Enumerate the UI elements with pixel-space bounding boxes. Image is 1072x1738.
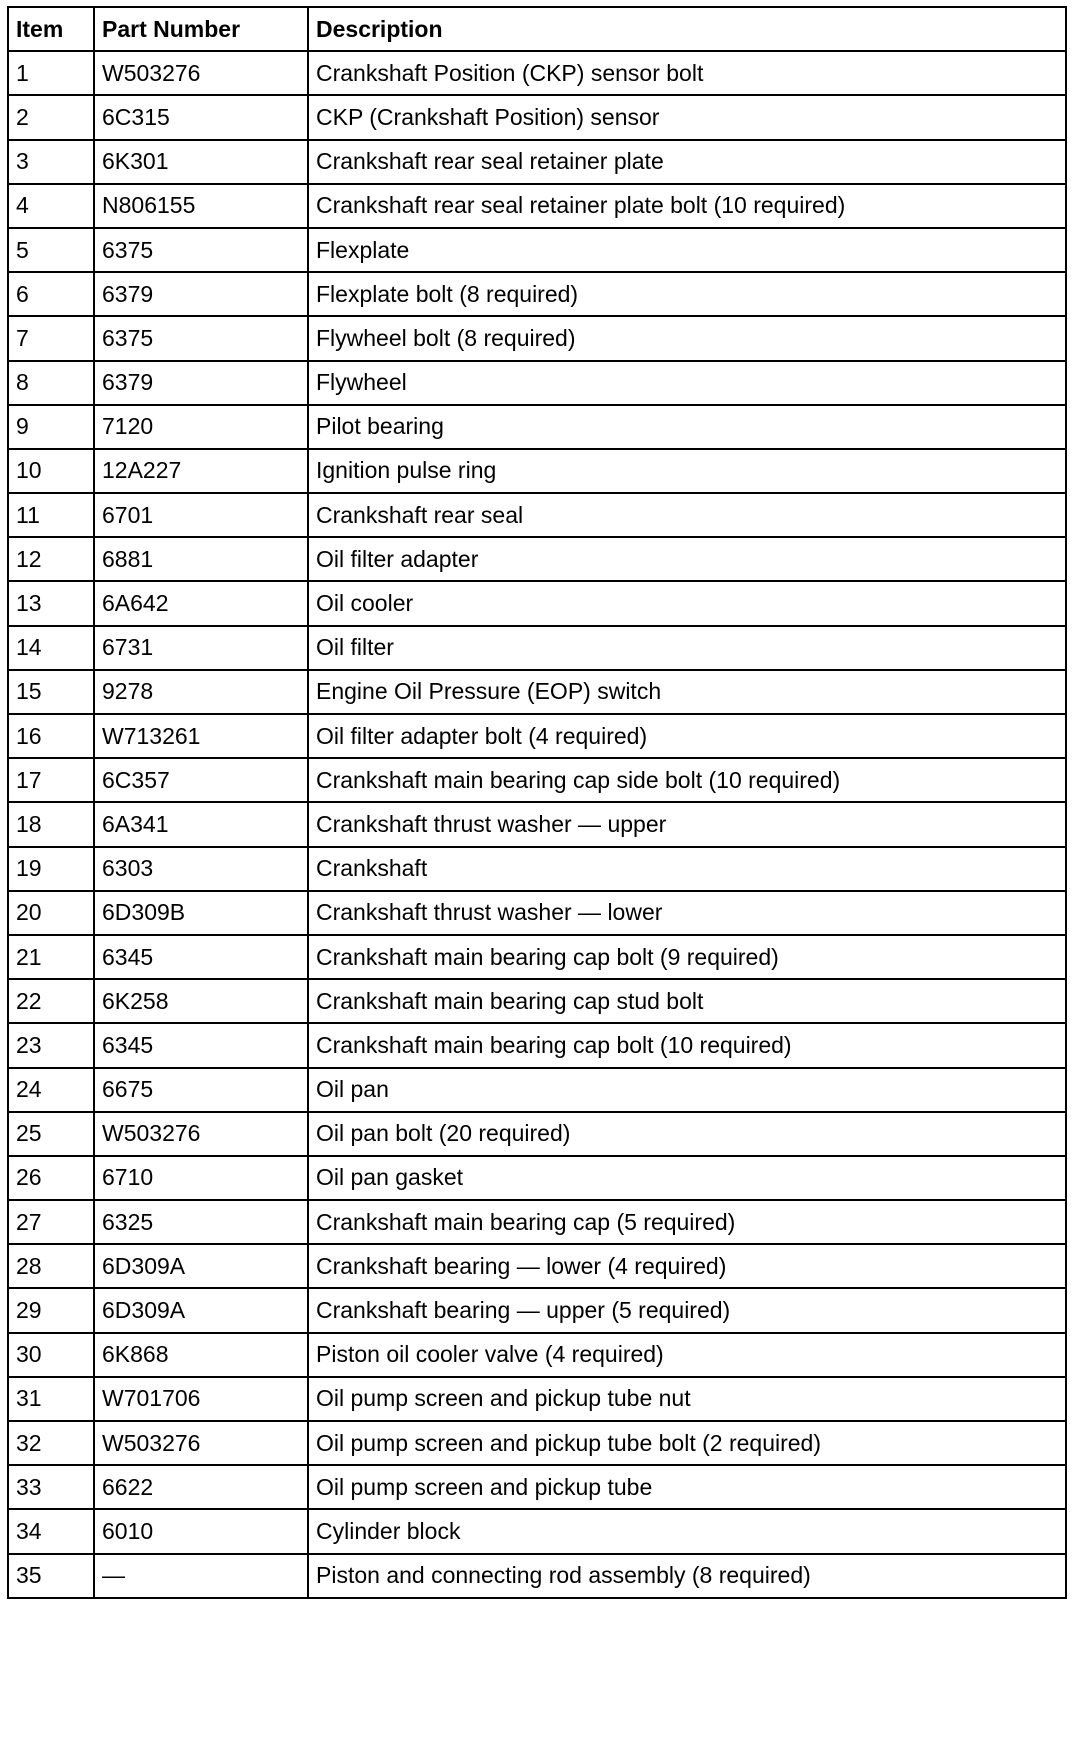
- table-row: [8, 537, 1066, 581]
- part-number-cell: W701706: [94, 1377, 308, 1421]
- part-number-cell: 6K868: [94, 1333, 308, 1377]
- item-cell: 19: [8, 847, 94, 891]
- part-number-cell: 6881: [94, 537, 308, 581]
- description-cell: Piston and connecting rod assembly (8 required): [308, 1554, 1066, 1598]
- part-number-cell: 6C315: [94, 95, 308, 139]
- item-cell: 5: [8, 228, 94, 272]
- table-row: [8, 1112, 1066, 1156]
- item-cell: 14: [8, 626, 94, 670]
- part-number-cell: 6622: [94, 1465, 308, 1509]
- table-row: [8, 51, 1066, 95]
- table-row: [8, 802, 1066, 846]
- part-number-cell: 6303: [94, 847, 308, 891]
- description-cell: Oil pan bolt (20 required): [308, 1112, 1066, 1156]
- description-cell: Crankshaft main bearing cap side bolt (10 required): [308, 758, 1066, 802]
- table-row: [8, 979, 1066, 1023]
- description-cell: Oil pan gasket: [308, 1156, 1066, 1200]
- table-row: [8, 493, 1066, 537]
- part-number-cell: 6D309A: [94, 1244, 308, 1288]
- part-number-cell: 6701: [94, 493, 308, 537]
- table-row: [8, 891, 1066, 935]
- description-cell: Crankshaft rear seal retainer plate bolt (10 required): [308, 184, 1066, 228]
- part-number-cell: 12A227: [94, 449, 308, 493]
- description-cell: Pilot bearing: [308, 405, 1066, 449]
- table-row: [8, 670, 1066, 714]
- table-row: [8, 1333, 1066, 1377]
- description-cell: Engine Oil Pressure (EOP) switch: [308, 670, 1066, 714]
- item-cell: 18: [8, 802, 94, 846]
- part-number-cell: 6731: [94, 626, 308, 670]
- table-row: [8, 184, 1066, 228]
- header-item: Item: [8, 7, 94, 51]
- description-cell: Oil filter: [308, 626, 1066, 670]
- part-number-cell: N806155: [94, 184, 308, 228]
- part-number-cell: 6D309A: [94, 1288, 308, 1332]
- table-row: [8, 361, 1066, 405]
- table-row: [8, 1509, 1066, 1553]
- item-cell: 34: [8, 1509, 94, 1553]
- item-cell: 10: [8, 449, 94, 493]
- table-row: [8, 228, 1066, 272]
- table-row: [8, 1200, 1066, 1244]
- part-number-cell: W713261: [94, 714, 308, 758]
- table-row: [8, 1421, 1066, 1465]
- description-cell: Crankshaft bearing — upper (5 required): [308, 1288, 1066, 1332]
- description-cell: Oil pump screen and pickup tube: [308, 1465, 1066, 1509]
- item-cell: 26: [8, 1156, 94, 1200]
- table-row: [8, 935, 1066, 979]
- item-cell: 22: [8, 979, 94, 1023]
- table-row: [8, 1288, 1066, 1332]
- item-cell: 21: [8, 935, 94, 979]
- part-number-cell: 6K258: [94, 979, 308, 1023]
- part-number-cell: 6675: [94, 1068, 308, 1112]
- description-cell: Ignition pulse ring: [308, 449, 1066, 493]
- header-description: Description: [308, 7, 1066, 51]
- item-cell: 31: [8, 1377, 94, 1421]
- part-number-cell: 6375: [94, 228, 308, 272]
- item-cell: 33: [8, 1465, 94, 1509]
- item-cell: 3: [8, 140, 94, 184]
- part-number-cell: 6345: [94, 935, 308, 979]
- description-cell: Oil pump screen and pickup tube bolt (2 required): [308, 1421, 1066, 1465]
- table-header: [8, 7, 1066, 51]
- description-cell: Oil cooler: [308, 581, 1066, 625]
- header-part-number: Part Number: [94, 7, 308, 51]
- item-cell: 1: [8, 51, 94, 95]
- item-cell: 4: [8, 184, 94, 228]
- item-cell: 6: [8, 272, 94, 316]
- description-cell: Crankshaft Position (CKP) sensor bolt: [308, 51, 1066, 95]
- description-cell: Flexplate: [308, 228, 1066, 272]
- description-cell: Oil filter adapter bolt (4 required): [308, 714, 1066, 758]
- table-row: [8, 1377, 1066, 1421]
- table-row: [8, 1068, 1066, 1112]
- item-cell: 2: [8, 95, 94, 139]
- table-row: [8, 316, 1066, 360]
- table-body: [8, 51, 1066, 1598]
- description-cell: Crankshaft main bearing cap bolt (10 required): [308, 1023, 1066, 1067]
- table-row: [8, 405, 1066, 449]
- part-number-cell: —: [94, 1554, 308, 1598]
- part-number-cell: 6710: [94, 1156, 308, 1200]
- table-row: [8, 1554, 1066, 1598]
- item-cell: 13: [8, 581, 94, 625]
- part-number-cell: W503276: [94, 1112, 308, 1156]
- table-row: [8, 449, 1066, 493]
- table-row: [8, 1244, 1066, 1288]
- part-number-cell: 6A341: [94, 802, 308, 846]
- part-number-cell: 9278: [94, 670, 308, 714]
- part-number-cell: 6C357: [94, 758, 308, 802]
- description-cell: Crankshaft rear seal: [308, 493, 1066, 537]
- description-cell: Piston oil cooler valve (4 required): [308, 1333, 1066, 1377]
- item-cell: 12: [8, 537, 94, 581]
- part-number-cell: 6010: [94, 1509, 308, 1553]
- table-row: [8, 626, 1066, 670]
- item-cell: 9: [8, 405, 94, 449]
- description-cell: Flywheel bolt (8 required): [308, 316, 1066, 360]
- parts-table: [7, 6, 1067, 1599]
- item-cell: 27: [8, 1200, 94, 1244]
- part-number-cell: 6375: [94, 316, 308, 360]
- item-cell: 35: [8, 1554, 94, 1598]
- table-row: [8, 847, 1066, 891]
- item-cell: 20: [8, 891, 94, 935]
- description-cell: Crankshaft: [308, 847, 1066, 891]
- item-cell: 25: [8, 1112, 94, 1156]
- description-cell: Crankshaft thrust washer — lower: [308, 891, 1066, 935]
- table-row: [8, 95, 1066, 139]
- description-cell: CKP (Crankshaft Position) sensor: [308, 95, 1066, 139]
- description-cell: Cylinder block: [308, 1509, 1066, 1553]
- table-row: [8, 140, 1066, 184]
- table-row: [8, 272, 1066, 316]
- part-number-cell: 7120: [94, 405, 308, 449]
- table-row: [8, 581, 1066, 625]
- description-cell: Crankshaft rear seal retainer plate: [308, 140, 1066, 184]
- table-row: [8, 714, 1066, 758]
- description-cell: Oil pan: [308, 1068, 1066, 1112]
- description-cell: Crankshaft thrust washer — upper: [308, 802, 1066, 846]
- item-cell: 24: [8, 1068, 94, 1112]
- part-number-cell: 6A642: [94, 581, 308, 625]
- description-cell: Flexplate bolt (8 required): [308, 272, 1066, 316]
- item-cell: 11: [8, 493, 94, 537]
- item-cell: 32: [8, 1421, 94, 1465]
- item-cell: 7: [8, 316, 94, 360]
- item-cell: 16: [8, 714, 94, 758]
- description-cell: Crankshaft main bearing cap stud bolt: [308, 979, 1066, 1023]
- table-row: [8, 1023, 1066, 1067]
- item-cell: 28: [8, 1244, 94, 1288]
- table-row: [8, 1465, 1066, 1509]
- table-row: [8, 758, 1066, 802]
- part-number-cell: W503276: [94, 51, 308, 95]
- description-cell: Oil filter adapter: [308, 537, 1066, 581]
- description-cell: Flywheel: [308, 361, 1066, 405]
- part-number-cell: 6379: [94, 361, 308, 405]
- part-number-cell: 6345: [94, 1023, 308, 1067]
- item-cell: 17: [8, 758, 94, 802]
- item-cell: 23: [8, 1023, 94, 1067]
- part-number-cell: 6325: [94, 1200, 308, 1244]
- header-row: [8, 7, 1066, 51]
- item-cell: 30: [8, 1333, 94, 1377]
- description-cell: Crankshaft bearing — lower (4 required): [308, 1244, 1066, 1288]
- table-row: [8, 1156, 1066, 1200]
- part-number-cell: 6K301: [94, 140, 308, 184]
- item-cell: 15: [8, 670, 94, 714]
- description-cell: Crankshaft main bearing cap (5 required): [308, 1200, 1066, 1244]
- part-number-cell: 6379: [94, 272, 308, 316]
- description-cell: Oil pump screen and pickup tube nut: [308, 1377, 1066, 1421]
- item-cell: 8: [8, 361, 94, 405]
- item-cell: 29: [8, 1288, 94, 1332]
- part-number-cell: 6D309B: [94, 891, 308, 935]
- description-cell: Crankshaft main bearing cap bolt (9 required): [308, 935, 1066, 979]
- part-number-cell: W503276: [94, 1421, 308, 1465]
